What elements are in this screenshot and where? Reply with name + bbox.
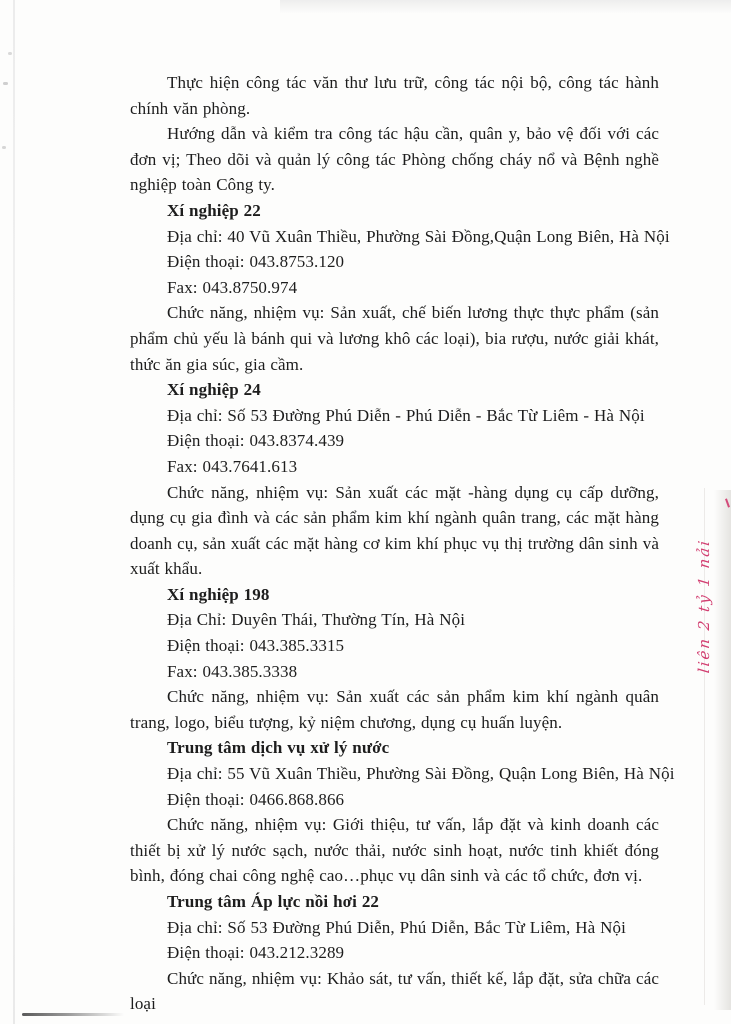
address-line: Địa chỉ: 55 Vũ Xuân Thiều, Phường Sài Đồng, Quận Long Biên, Hà Nội xyxy=(167,764,675,784)
document-body xyxy=(130,70,675,1017)
section-description: Chức năng, nhiệm vụ: Giới thiệu, tư vấn, lắp đặt và kinh doanh các thiết bị xử lý nước sạch, nước thải, nước sinh hoạt, nước tinh khiết đóng bình, đóng chai công nghệ cao…phục vụ dân sinh và các tổ chức, đơn vị. xyxy=(130,815,659,886)
handwritten-annotation xyxy=(691,529,717,684)
section-description: Chức năng, nhiệm vụ: Sản xuất các mặt -hàng dụng cụ cấp dưỡng, dụng cụ gia đình và các sản phẩm kim khí ngành quân trang, các mặt hàng doanh cụ, sản xuất các mặt hàng cơ kim khí phục vụ thị trường dân sinh và xuất khẩu. xyxy=(130,482,659,579)
address-line: Địa Chỉ: Duyên Thái, Thường Tín, Hà Nội xyxy=(167,610,466,630)
scan-noise-speck xyxy=(8,52,12,55)
handwritten-annotation-text: liên 2 tỷ 1 nải xyxy=(695,537,713,675)
fax-line: Fax: 043.8750.974 xyxy=(167,277,298,297)
section-description: Chức năng, nhiệm vụ: Khảo sát, tư vấn, thiết kế, lắp đặt, sửa chữa các loại xyxy=(130,968,659,1014)
section-title: Xí nghiệp 24 xyxy=(167,380,261,400)
phone-line: Điện thoại: 043.8753.120 xyxy=(167,252,345,272)
section-title: Trung tâm Áp lực nồi hơi 22 xyxy=(167,892,380,911)
scan-shadow-top xyxy=(280,0,731,14)
address-line: Địa chỉ: Số 53 Đường Phú Diễn, Phú Diễn, Bắc Từ Liêm, Hà Nội xyxy=(167,917,626,937)
phone-line: Điện thoại: 043.385.3315 xyxy=(167,636,345,656)
address-line: Địa chỉ: Số 53 Đường Phú Diễn - Phú Diễn - Bắc Từ Liêm - Hà Nội xyxy=(167,405,645,425)
section-description: Chức năng, nhiệm vụ: Sản xuất các sản phẩm kim khí ngành quân trang, logo, biểu tượng, kỷ niệm chương, dụng cụ huấn luyện. xyxy=(130,687,659,732)
scan-artifact-bottom-line xyxy=(22,1013,124,1016)
section-title: Xí nghiệp 198 xyxy=(167,584,270,604)
scan-noise-speck xyxy=(3,82,8,85)
intro-paragraph: Hướng dẫn và kiểm tra công tác hậu cần, quân y, bảo vệ đối với các đơn vị; Theo dõi và quản lý công tác Phòng chống cháy nổ và Bệnh nghề nghiệp toàn Công ty. xyxy=(130,124,659,195)
address-line: Địa chỉ: 40 Vũ Xuân Thiều, Phường Sài Đồng,Quận Long Biên, Hà Nội xyxy=(167,226,670,246)
phone-line: Điện thoại: 043.8374.439 xyxy=(167,431,345,451)
phone-line: Điện thoại: 043.212.3289 xyxy=(167,943,345,963)
section-trung-tam-ap-luc-noi-hoi-22 xyxy=(130,889,659,1017)
section-xi-nghiep-24 xyxy=(130,377,659,582)
fax-line: Fax: 043.7641.613 xyxy=(167,456,298,476)
section-trung-tam-dich-vu-xu-ly-nuoc xyxy=(130,735,675,889)
scan-page-edge-left xyxy=(13,0,15,1024)
section-title: Trung tâm dịch vụ xử lý nước xyxy=(167,738,390,758)
section-xi-nghiep-198 xyxy=(130,582,659,736)
section-description: Chức năng, nhiệm vụ: Sản xuất, chế biến lương thực thực phẩm (sản phẩm chủ yếu là bánh qui và lương khô các loại), bia rượu, nước giải khát, thức ăn gia súc, gia cầm. xyxy=(130,303,659,374)
fax-line: Fax: 043.385.3338 xyxy=(167,661,298,681)
scan-noise-speck xyxy=(2,146,6,149)
phone-line: Điện thoại: 0466.868.866 xyxy=(167,789,345,809)
section-title: Xí nghiệp 22 xyxy=(167,200,261,220)
intro-paragraph: Thực hiện công tác văn thư lưu trữ, công tác nội bộ, công tác hành chính văn phòng. xyxy=(130,73,659,118)
section-xi-nghiep-22 xyxy=(130,198,670,377)
